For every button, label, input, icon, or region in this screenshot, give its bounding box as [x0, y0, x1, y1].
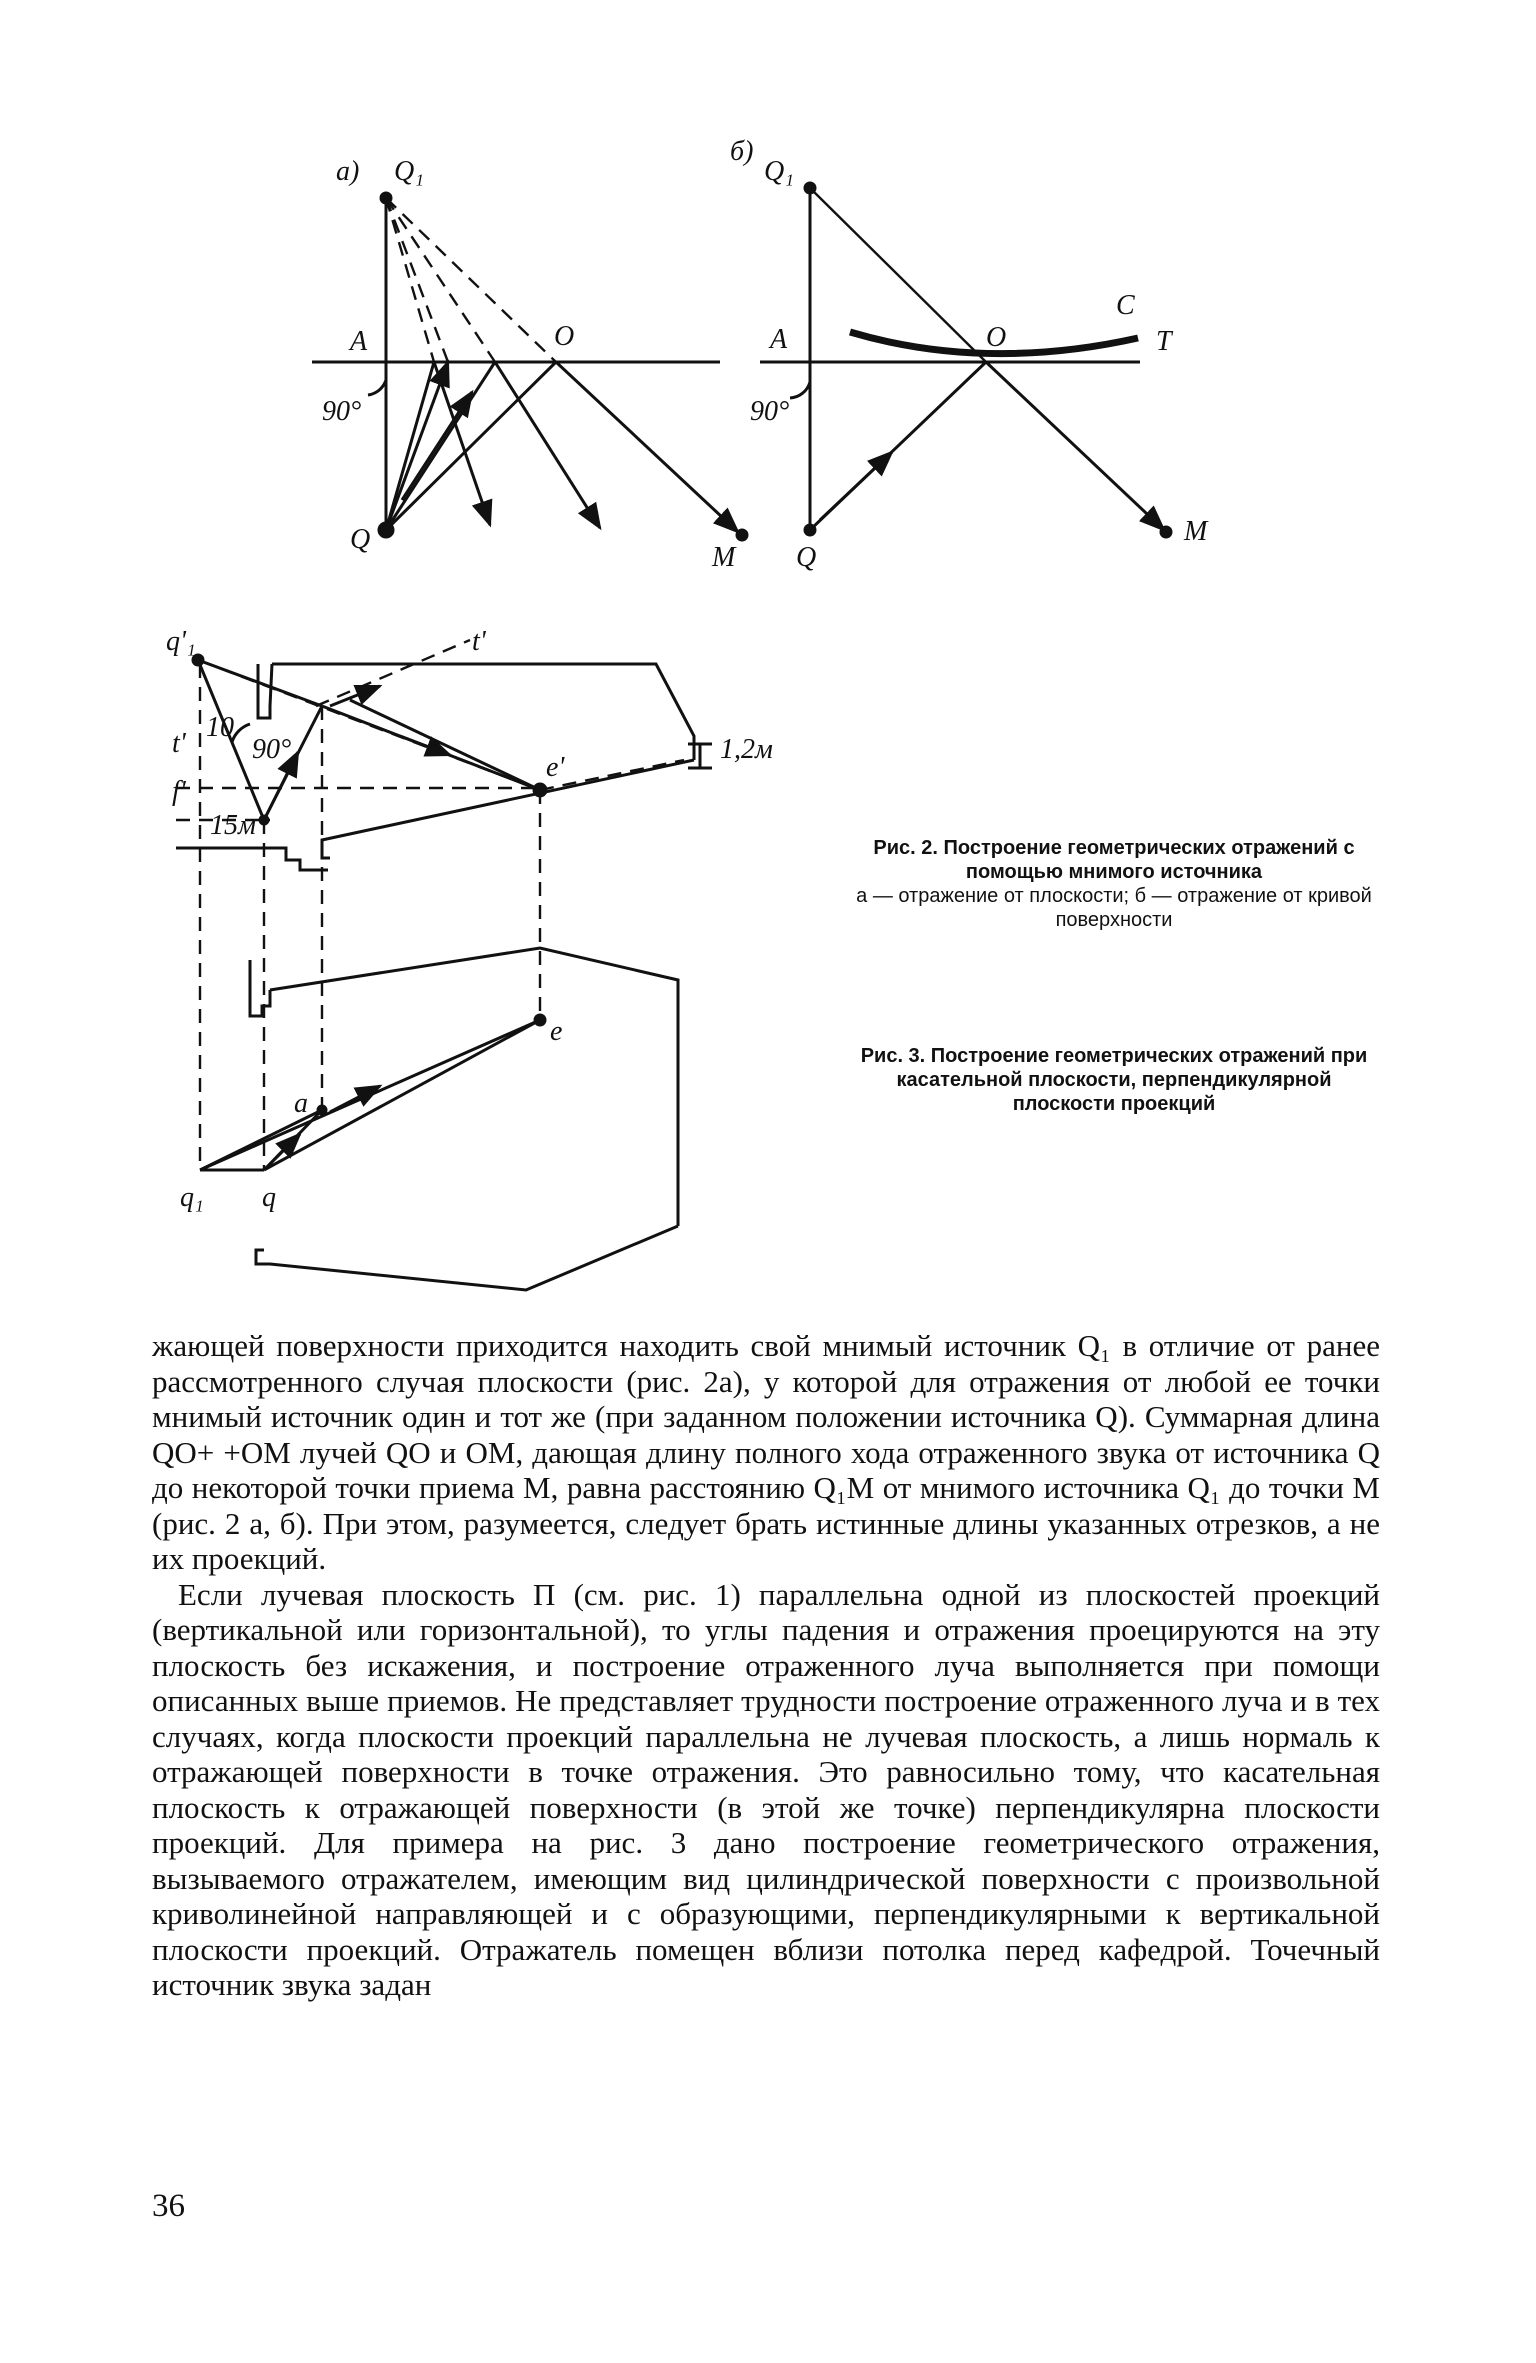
label-angle-fig3: 90° [252, 734, 292, 765]
label-q-fig3: q [262, 1182, 276, 1213]
figure-3-plan-labels [180, 1016, 562, 1213]
label-tprime-left: t' [172, 728, 186, 759]
label-q1-b: Q₁ [764, 156, 794, 187]
page-number: 36 [152, 2188, 185, 2224]
figure-3-caption [846, 1044, 1382, 1116]
label-height: 1,2м [720, 734, 773, 765]
point-eprime [534, 784, 546, 796]
label-angle-a: 90° [322, 396, 362, 427]
ray-q1-o-b [810, 188, 986, 362]
label-t-b: T [1156, 326, 1172, 357]
label-c-b: C [1116, 290, 1135, 321]
label-ten: 10 [206, 712, 234, 743]
point-m-a [737, 530, 747, 540]
label-eprime: e' [546, 752, 565, 783]
pulpit-upper [258, 664, 272, 718]
point-q1-a [381, 193, 391, 203]
figure-3-elevation [176, 640, 712, 1170]
label-panel-b: б) [730, 136, 754, 167]
room-plan-upper [270, 948, 678, 1226]
label-a-a: A [350, 326, 368, 357]
right-angle-arc-b [790, 382, 810, 398]
label-15m: 15м [210, 810, 256, 841]
ray-o-m-b [986, 362, 1164, 530]
point-m-b [1161, 527, 1171, 537]
paragraph-2: Если лучевая плоскость П (см. рис. 1) параллельна одной из плоскостей проекций (вертикальной или горизонтальной), то углы падения и отражения проецируются на эту плоскость без искажения, и построение отраженного луча выполняется при помощи описанных выше приемов. Не представляет трудности построение отраженного луча и в тех случаях, когда плоскости проекций параллельна не лучевая плоскость, а лишь нормаль к отражающей поверхности в точке отражения. Это равносильно тому, что касательная плоскость к отражающей поверхности (в этой же точке) перпендикулярна плоскости проекций. Для примера на рис. 3 дано построение геометрического отражения, вызываемого отражателем, имеющим вид цилиндрической поверхности с произвольной криволинейной направляющей и с образующими, перпендикулярными к вертикальной плоскости проекций. Отражатель помещен вблизи потолка перед кафедрой. Точечный источник звука задан [152, 1576, 1380, 2002]
figure-2a [312, 193, 747, 540]
label-m-a: M [712, 542, 736, 573]
label-q1-fig3: q₁ [180, 1182, 204, 1213]
label-angle-b: 90° [750, 396, 790, 427]
pulpit-plan [250, 960, 270, 1016]
figure-2-caption-sub: а — отражение от плоскости; б — отражение от кривой поверхности [856, 885, 1372, 931]
label-e: e [550, 1016, 563, 1047]
point-e [535, 1015, 545, 1025]
figure-3-plan [200, 948, 678, 1290]
label-panel-a: а) [336, 156, 360, 187]
label-tprime-top: t' [472, 626, 486, 657]
point-a [318, 1106, 326, 1114]
figure-2b [760, 183, 1171, 537]
figure-3-caption-title: Рис. 3. Построение геометрических отражений при касательной плоскости, перпендикулярной плоскости проекций [860, 1045, 1368, 1115]
figure-2-caption-title: Рис. 2. Построение геометрических отражений с помощью мнимого источника [873, 837, 1355, 883]
right-angle-arc-a [368, 380, 386, 395]
label-a-fig3: a [294, 1088, 308, 1119]
label-q-b: Q [796, 542, 817, 573]
label-o-a: O [554, 321, 575, 352]
figure-2a-labels [322, 156, 737, 573]
point-q-a [379, 523, 393, 537]
label-a-b: A [770, 324, 788, 355]
dashed-rays-a [386, 198, 556, 362]
room-plan-lower [256, 1226, 678, 1290]
label-q1prime: q'₁ [166, 626, 196, 657]
dashed-construction-elev [176, 640, 684, 1170]
label-q1-a: Q₁ [394, 156, 424, 187]
solid-rays-a [386, 362, 738, 532]
point-q-b [805, 525, 815, 535]
label-fprime: f' [172, 776, 186, 807]
paragraph-1: жающей поверхности приходится находить свой мнимый источник Q₁ в отличие от ранее рассмотренного случая плоскости (рис. 2а), у которой для отражения от любой ее точки мнимый источник один и тот же (при заданном положении источника Q). Суммарная длина QO+ +OM лучей QO и OM, дающая длину полного хода отраженного звука от источника Q до некоторой точки приема M, равна расстоянию Q₁M от мнимого источника Q₁ до точки M (рис. 2 а, б). При этом, разумеется, следует брать истинные длины указанных отрезков, а не их проекций. [152, 1328, 1380, 1576]
body-text [152, 1328, 1380, 2003]
label-q-a: Q [350, 524, 371, 555]
figure-2-caption [846, 836, 1382, 932]
point-q1-b [805, 183, 815, 193]
label-o-b: O [986, 322, 1007, 353]
label-m-b: M [1184, 516, 1208, 547]
